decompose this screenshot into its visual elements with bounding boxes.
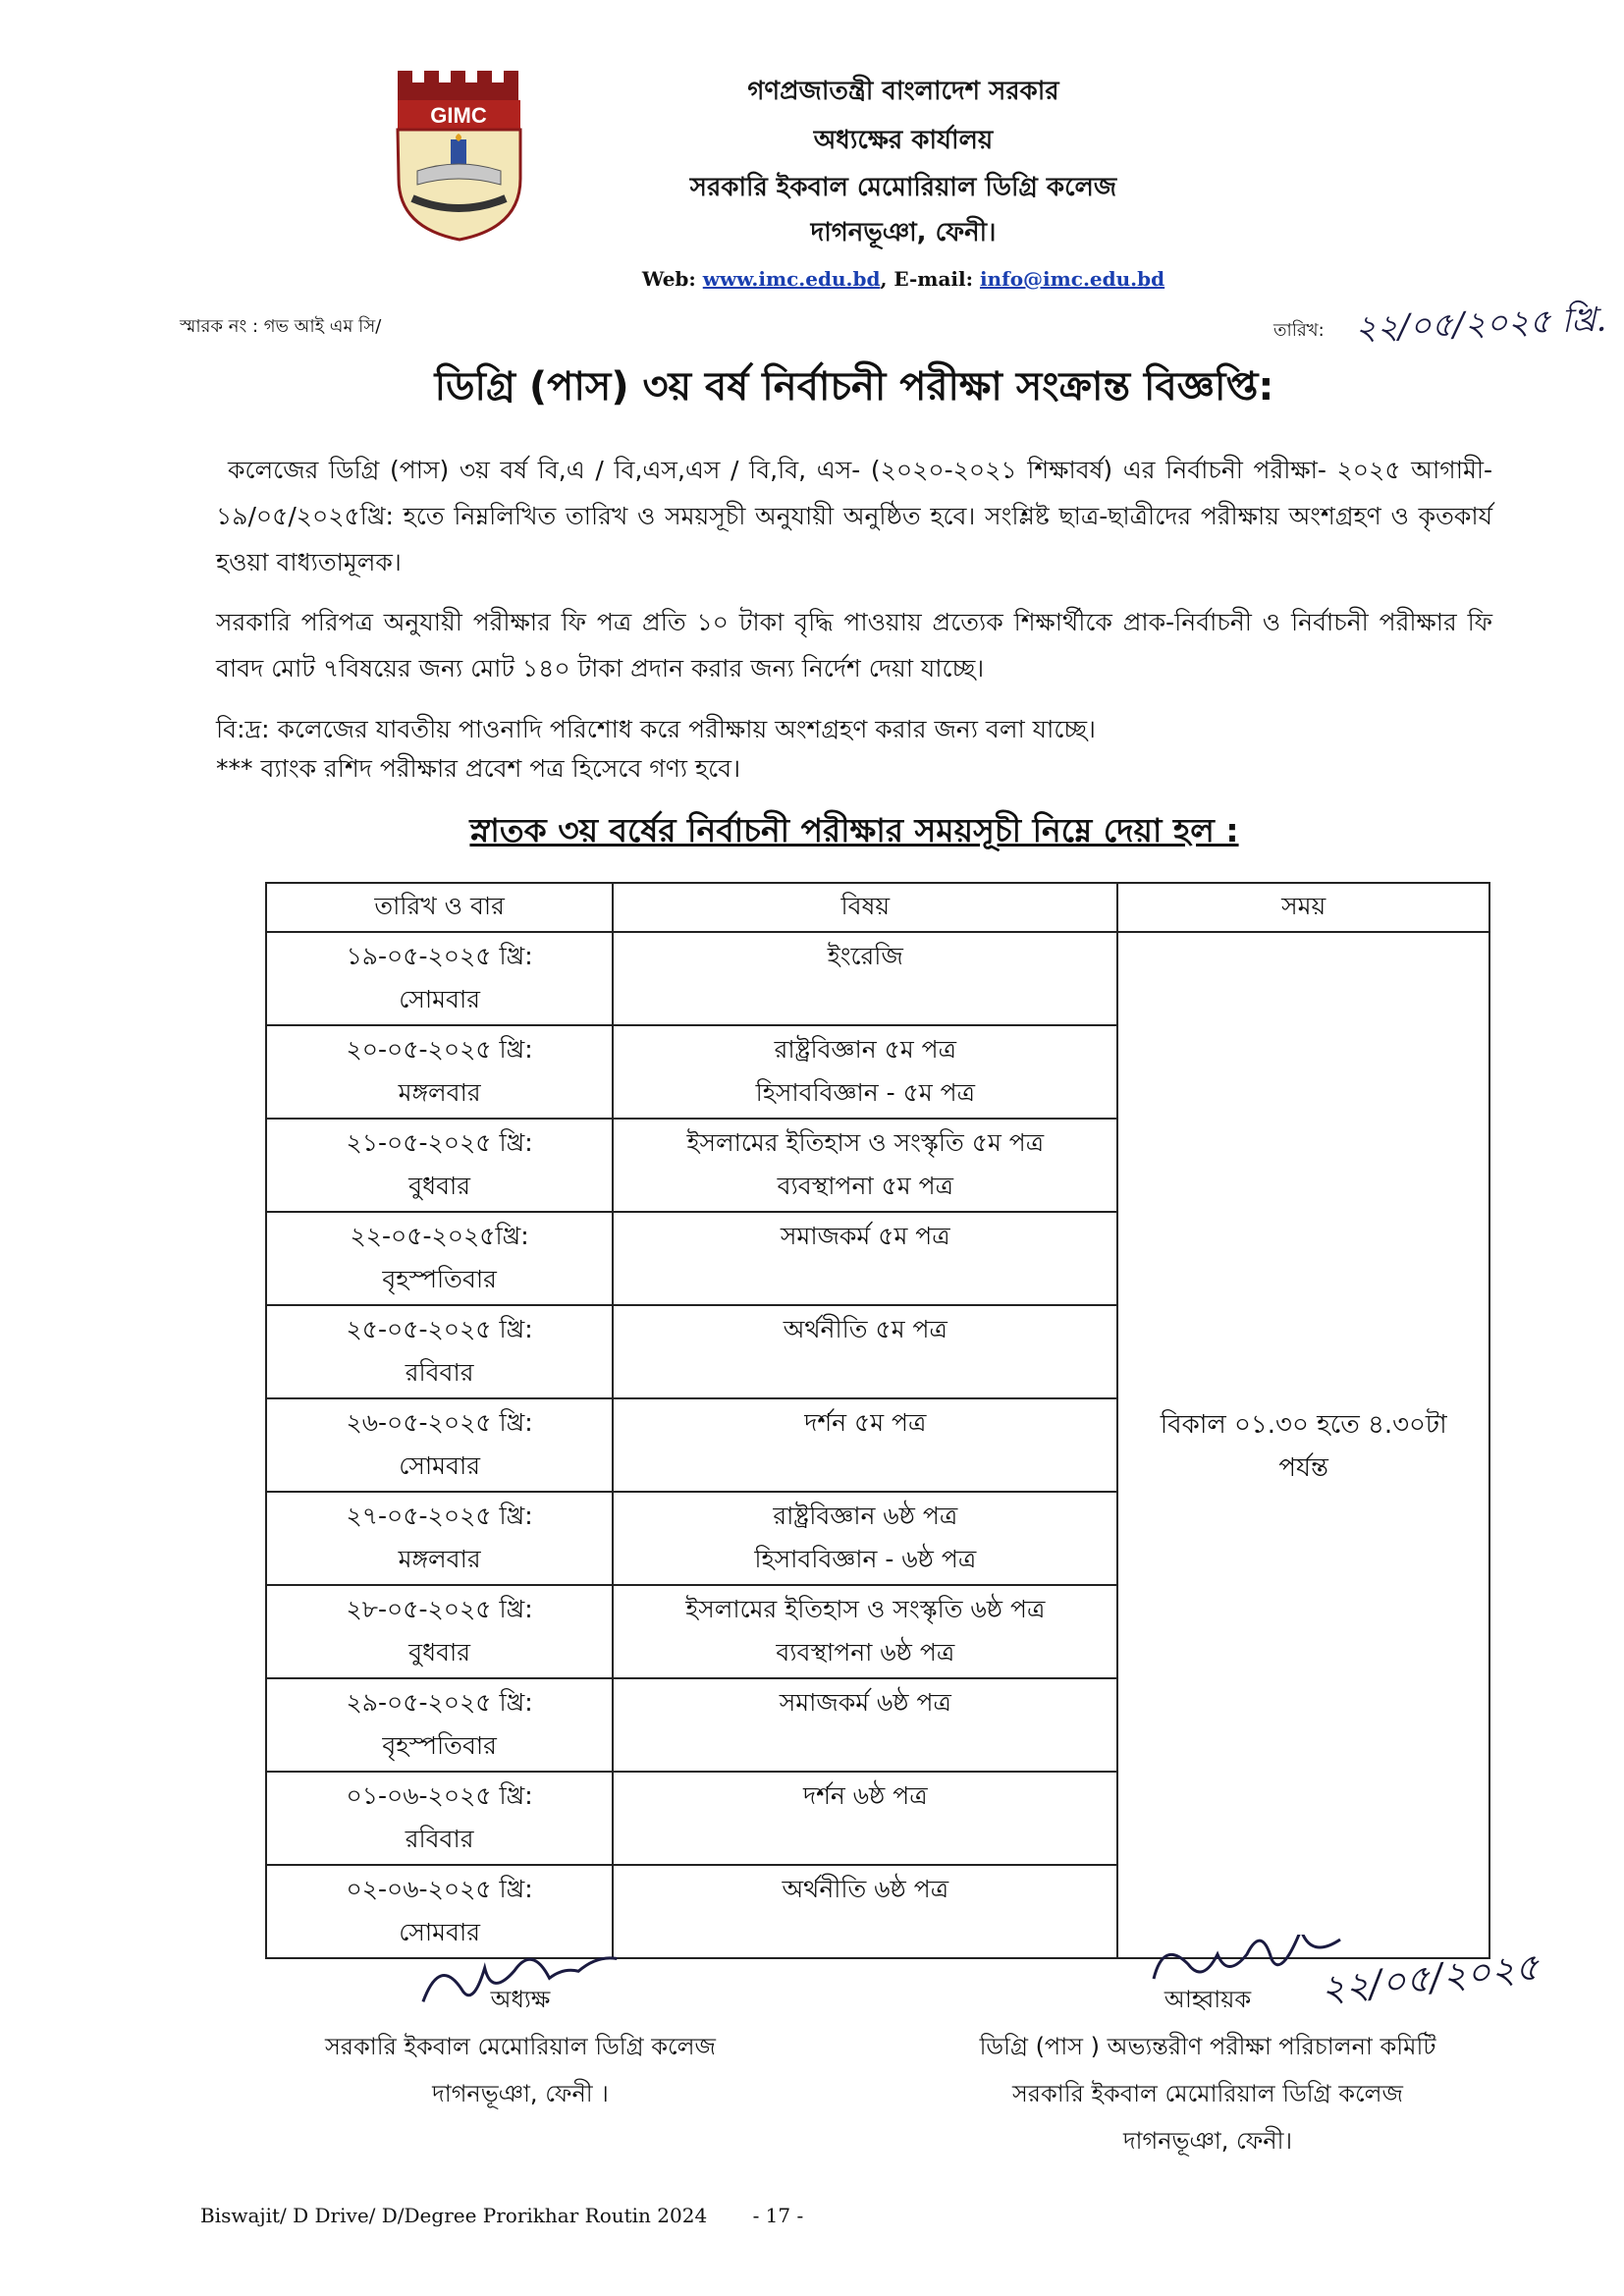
exam-date: ২৯-০৫-২০২৫ খ্রি: (346, 1688, 533, 1717)
exam-day: বুধবার (408, 1638, 471, 1667)
subject-cell (613, 1678, 1117, 1772)
exam-subject: হিসাববিজ্ঞান - ৫ম পত্র (755, 1078, 975, 1107)
exam-date: ১৯-০৫-২০২৫ খ্রি: (346, 942, 533, 970)
header-college: সরকারি ইকবাল মেমোরিয়াল ডিগ্রি কলেজ (689, 173, 1117, 202)
exam-day: মঙ্গলবার (398, 1078, 481, 1107)
exam-date: ২২-০৫-২০২৫খ্রি: (350, 1222, 529, 1250)
exam-subject: ইসলামের ইতিহাস ও সংস্কৃতি ৬ষ্ঠ পত্র (685, 1595, 1046, 1623)
convener-address: দাগনভূঞা, ফেনী। (1122, 2127, 1293, 2155)
header-time: সময় (1117, 883, 1489, 932)
paragraph-fee-info (216, 599, 1492, 691)
header-date-day: তারিখ ও বার (266, 883, 613, 932)
note-bank-receipt: *** ব্যাংক রশিদ পরীক্ষার প্রবেশ পত্র হিসেবে গণ্য হবে। (216, 754, 741, 783)
handwritten-date: ২২/০৫/২০২৫ খ্রি. (1354, 300, 1607, 349)
subject-cell (613, 1212, 1117, 1305)
contact-line (550, 267, 1257, 291)
date-day-cell (266, 1398, 613, 1492)
date-day-cell (266, 1772, 613, 1865)
principal-address: দাগনভূঞা, ফেনী । (432, 2080, 609, 2107)
exam-date: ০১-০৬-২০২৫ খ্রি: (346, 1781, 533, 1810)
exam-subject: সমাজকর্ম ৫ম পত্র (780, 1222, 950, 1250)
exam-subject: ইসলামের ইতিহাস ও সংস্কৃতি ৫ম পত্র (686, 1128, 1045, 1157)
table-body (266, 932, 1489, 1958)
exam-date: ২৫-০৫-২০২৫ খ্রি: (346, 1315, 533, 1343)
exam-day: সোমবার (399, 985, 480, 1013)
exam-subject: রাষ্ট্রবিজ্ঞান ৫ম পত্র (774, 1035, 956, 1064)
exam-day: রবিবার (405, 1825, 474, 1853)
signature-left (265, 1976, 776, 2117)
exam-subject: সমাজকর্ম ৬ষ্ঠ পত্র (779, 1688, 951, 1717)
convener-role: আহ্বায়ক (1164, 1986, 1252, 2013)
page-number: - 17 - (752, 2204, 804, 2227)
header-office: অধ্যক্ষের কার্যালয় (813, 126, 994, 155)
exam-schedule-table (265, 882, 1490, 1959)
subject-cell (613, 1025, 1117, 1119)
footer-path: Biswajit/ D Drive/ D/Degree Prorikhar Routin 2024 (200, 2204, 708, 2227)
college-logo (388, 61, 530, 243)
convener-handwritten-date: ২২/০৫/২০২৫ (1318, 1944, 1542, 2011)
date-day-cell (266, 1492, 613, 1585)
web-label: Web: (641, 267, 703, 291)
header-subject: বিষয় (613, 883, 1117, 932)
exam-date: ০২-০৬-২০২৫ খ্রি: (346, 1875, 533, 1903)
exam-subject: অর্থনীতি ৫ম পত্র (783, 1315, 947, 1343)
header-address: দাগনভূঞা, ফেনী। (810, 218, 997, 247)
subject-cell (613, 1585, 1117, 1678)
exam-time-cell (1117, 932, 1489, 1958)
exam-subject: ব্যবস্থাপনা ৫ম পত্র (777, 1172, 953, 1200)
note-dues: বি:দ্র: কলেজের যাবতীয় পাওনাদি পরিশোধ করে পরীক্ষায় অংশগ্রহণ করার জন্য বলা যাচ্ছে। (216, 715, 1096, 743)
exam-subject: রাষ্ট্রবিজ্ঞান ৬ষ্ঠ পত্র (773, 1502, 958, 1530)
exam-date: ২৭-০৫-২০২৫ খ্রি: (346, 1502, 533, 1530)
exam-subject: ইংরেজি (827, 942, 903, 970)
exam-date: ২০-০৫-২০২৫ খ্রি: (346, 1035, 533, 1064)
signature-right (913, 1976, 1502, 2164)
exam-subject: ব্যবস্থাপনা ৬ষ্ঠ পত্র (776, 1638, 955, 1667)
exam-date: ২৮-০৫-২০২৫ খ্রি: (346, 1595, 533, 1623)
date-day-cell (266, 1212, 613, 1305)
convener-committee: ডিগ্রি (পাস ) অভ্যন্তরীণ পরীক্ষা পরিচালনা কমিটি (979, 2033, 1436, 2060)
exam-day: সোমবার (399, 1451, 480, 1480)
email-label: , E-mail: (880, 267, 980, 291)
convener-college: সরকারি ইকবাল মেমোরিয়াল ডিগ্রি কলেজ (1011, 2080, 1404, 2107)
exam-date: ২৬-০৫-২০২৫ খ্রি: (346, 1408, 533, 1437)
date-day-cell (266, 1119, 613, 1212)
subject-cell (613, 1398, 1117, 1492)
footer (200, 2204, 803, 2227)
paragraph-text: কলেজের ডিগ্রি (পাস) ৩য় বর্ষ বি,এ / বি,এস,এস / বি,বি, এস- (২০২০-২০২১ শিক্ষাবর্ষ) এর নির্বাচনী পরীক্ষা- ২০২৫ আগামী- ১৯/০৫/২০২৫খ্রি: হতে নিম্নলিখিত তারিখ ও সময়সূচী অনুযায়ী অনুষ্ঠিত হবে। সংশ্লিষ্ট ছাত্র-ছাত্রীদের পরীক্ষায় অংশগ্রহণ ও কৃতকার্য হওয়া বাধ্যতামূলক। (216, 456, 1492, 576)
date-day-cell (266, 1025, 613, 1119)
subject-cell (613, 1772, 1117, 1865)
header-govt: গণপ্রজাতন্ত্রী বাংলাদেশ সরকার (747, 77, 1059, 106)
exam-date: ২১-০৫-২০২৫ খ্রি: (346, 1128, 533, 1157)
exam-time-text: পর্যন্ত (1278, 1452, 1328, 1483)
subject-cell (613, 1865, 1117, 1958)
table-row (266, 932, 1489, 1025)
table-header-row (266, 883, 1489, 932)
date-day-cell (266, 932, 613, 1025)
svg-text:GIMC: GIMC (430, 103, 487, 128)
email-link[interactable]: info@imc.edu.bd (979, 267, 1165, 291)
exam-day: বুধবার (408, 1172, 471, 1200)
exam-day: বৃহস্পতিবার (382, 1731, 497, 1760)
exam-day: বৃহস্পতিবার (382, 1265, 497, 1293)
exam-day: সোমবার (399, 1918, 480, 1946)
notice-title: ডিগ্রি (পাস) ৩য় বর্ষ নির্বাচনী পরীক্ষা সংক্রান্ত বিজ্ঞপ্তি: (434, 364, 1274, 410)
date-day-cell (266, 1585, 613, 1678)
exam-day: মঙ্গলবার (398, 1545, 481, 1573)
exam-time-text: বিকাল ০১.৩০ হতে ৪.৩০টা (1160, 1409, 1447, 1440)
paragraph-exam-info (216, 447, 1492, 585)
subject-cell (613, 1119, 1117, 1212)
exam-day: রবিবার (405, 1358, 474, 1387)
date-day-cell (266, 1678, 613, 1772)
date-day-cell (266, 1305, 613, 1398)
schedule-title: স্নাতক ৩য় বর্ষের নির্বাচনী পরীক্ষার সময়সূচী নিম্নে দেয়া হল : (469, 811, 1239, 849)
paragraph-text: সরকারি পরিপত্র অনুযায়ী পরীক্ষার ফি পত্র প্রতি ১০ টাকা বৃদ্ধি পাওয়ায় প্রত্যেক শিক্ষার্থীকে প্রাক-নির্বাচনী ও নির্বাচনী পরীক্ষার ফি বাবদ মোট ৭বিষয়ের জন্য মোট ১৪০ টাকা প্রদান করার জন্য নির্দেশ দেয়া যাচ্ছে। (216, 608, 1492, 683)
principal-college: সরকারি ইকবাল মেমোরিয়াল ডিগ্রি কলেজ (324, 2033, 717, 2060)
exam-subject: দর্শন ৫ম পত্র (804, 1408, 927, 1437)
date-label: তারিখ: (1273, 320, 1325, 341)
exam-subject: দর্শন ৬ষ্ঠ পত্র (802, 1781, 928, 1810)
subject-cell (613, 1305, 1117, 1398)
exam-subject: অর্থনীতি ৬ষ্ঠ পত্র (782, 1875, 949, 1903)
website-link[interactable]: www.imc.edu.bd (702, 267, 881, 291)
subject-cell (613, 932, 1117, 1025)
exam-subject: হিসাববিজ্ঞান - ৬ষ্ঠ পত্র (754, 1545, 977, 1573)
principal-role: অধ্যক্ষ (490, 1986, 551, 2013)
subject-cell (613, 1492, 1117, 1585)
memo-number: স্মারক নং : গভ আই এম সি/ (180, 316, 382, 337)
